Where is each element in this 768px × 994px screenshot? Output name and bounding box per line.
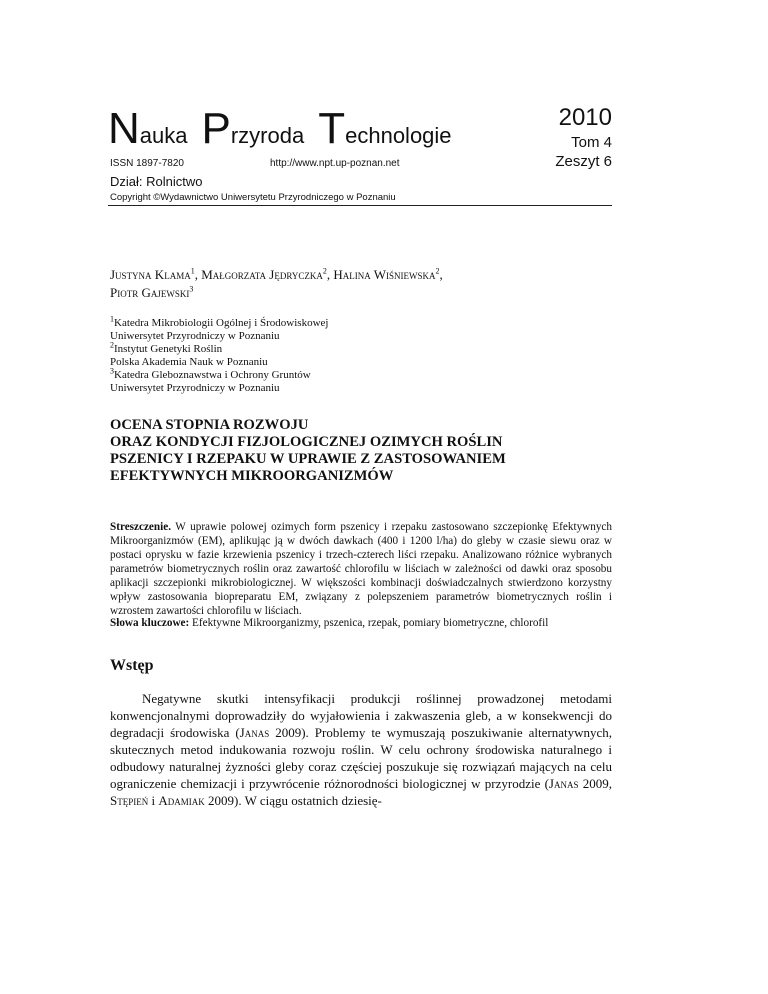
affiliations [110,314,610,395]
journal-year: 2010 [558,104,612,131]
title-line: PSZENICY I RZEPAKU W UPRAWIE Z ZASTOSOWANIEM [110,451,506,467]
abstract [110,520,612,618]
affiliation-mark: 2 [110,340,114,350]
author-affiliation-mark: 2 [435,266,440,276]
abstract-text: W uprawie polowej ozimych form pszenicy i rzepaku zastosowano szczepionkę Efektywnych Mikroorganizmów (EM), aplikując ją w dwóch dawkach (400 i 1200 l/ha) do gleby w czasie siewu oraz w postaci oprysku w fazie krzewienia pszenicy i trzech-czterech liści rzepaku. Analizowano różnice wybranych parametrów biometrycznych roślin oraz zawartość chlorofilu w liściach w zależności od dawki oraz sposobu aplikacji szczepionki mikrobiologicznej. W większości kombinacji doświadczalnych stwierdzono korzystny wpływ zastosowania biopreparatu EM, związany z polepszeniem parametrów biometrycznych roślin i wzrostem zawartości chlorofilu w liściach. [110,521,612,617]
journal-title-cap-1: N [108,104,140,153]
affiliation-text: Instytut Genetyki Roślin [114,343,223,355]
author-affiliation-mark: 1 [190,266,195,276]
author-affiliation-mark: 2 [322,266,327,276]
affiliation-line: Polska Akademia Nauk w Poznaniu [110,356,268,368]
section-label: Dział: Rolnictwo [110,174,203,189]
paper-title [110,417,610,485]
citation-author: Janas [239,725,270,740]
author: Halina Wiśniewska [333,267,436,282]
journal-url[interactable]: http://www.npt.up-poznan.net [270,158,400,169]
title-line: ORAZ KONDYCJI FIZJOLOGICZNEJ OZIMYCH ROŚLIN [110,434,503,450]
affiliation-line [110,366,610,382]
author: Justyna Klama [110,267,191,282]
author-separator: , [439,267,443,282]
affiliation-mark: 1 [110,314,114,324]
affiliation-line [110,314,610,330]
intro-text: 2009). W ciągu ostatnich dziesię- [204,793,382,808]
author-affiliation-mark: 3 [189,284,194,294]
journal-title-cap-3: T [318,104,346,153]
keywords [110,616,612,630]
citation-author: Adamiak [158,793,205,808]
journal-title-rest-3: echnologie [345,123,452,148]
header-divider [108,205,612,206]
author: Piotr Gajewski [110,285,190,300]
section-heading: Wstęp [110,657,154,674]
affiliation-text: Katedra Mikrobiologii Ogólnej i Środowiskowej [114,317,329,329]
intro-text: Negatywne skutki intensyfikacji produkcji roślinnej prowadzonej metodami konwencjonalnymi doprowadziły do wyjałowienia i zakwaszenia gleb, a w konsekwencji do degradacji środowiska ( [110,691,612,740]
intro-text: 2009, [578,776,612,791]
journal-title [108,104,452,154]
keywords-text: Efektywne Mikroorganizmy, pszenica, rzepak, pomiary biometryczne, chlorofil [189,617,549,629]
author: Małgorzata Jędryczka [201,267,323,282]
affiliation-line [110,340,610,356]
author-separator: , [194,267,202,282]
title-line: EFEKTYWNYCH MIKROORGANIZMÓW [110,468,394,484]
affiliation-line: Uniwersytet Przyrodniczy w Poznaniu [110,330,280,342]
journal-title-cap-2: P [201,104,231,153]
affiliation-line: Uniwersytet Przyrodniczy w Poznaniu [110,382,280,394]
affiliation-mark: 3 [110,366,114,376]
intro-paragraph [110,690,612,809]
issn: ISSN 1897-7820 [110,158,184,169]
journal-title-rest-1: auka [139,123,188,148]
journal-title-rest-2: rzyroda [230,123,305,148]
author-separator: , [326,267,334,282]
citation-author: Janas [548,776,579,791]
intro-text: i [148,793,159,808]
authors [110,266,610,302]
affiliation-text: Katedra Gleboznawstwa i Ochrony Gruntów [114,369,311,381]
abstract-label: Streszczenie. [110,521,171,533]
citation-author: Stępień [110,793,149,808]
intro-text: 2009). Problemy te wymuszają poszukiwanie alternatywnych, skutecznych metod indukowania rozwoju roślin. W celu ochrony środowiska naturalnego i odbudowy naturalnej żyzności gleby coraz częściej poszukuje się rozwiązań mających na celu ograniczenie chemizacji i przywrócenie różnorodności biologicznej w przyrodzie ( [110,725,612,791]
copyright: Copyright ©Wydawnictwo Uniwersytetu Przyrodniczego w Poznaniu [110,192,396,203]
title-line: OCENA STOPNIA ROZWOJU [110,417,309,433]
keywords-label: Słowa kluczowe: [110,617,190,629]
journal-volume: Tom 4 [571,134,612,151]
journal-issue: Zeszyt 6 [555,153,612,170]
